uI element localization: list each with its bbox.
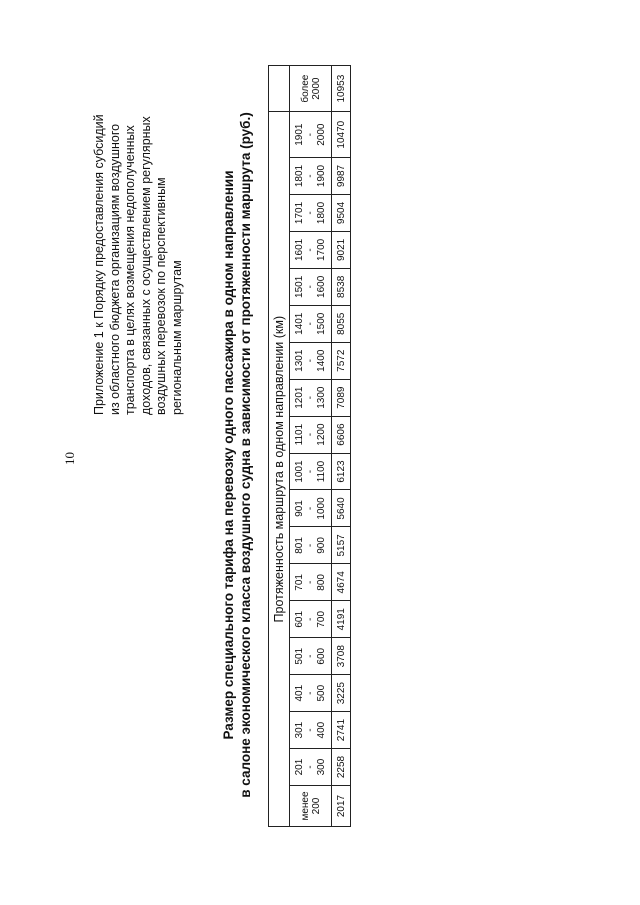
- range-part: 1901: [294, 123, 305, 146]
- appendix-note: [92, 90, 186, 415]
- range-part: -: [305, 506, 316, 511]
- range-part: -: [305, 765, 316, 769]
- range-part: 500: [316, 684, 327, 702]
- table-row: [332, 66, 351, 827]
- range-part: -: [305, 359, 316, 363]
- range-header-cell: [290, 268, 332, 305]
- tariff-value-cell: 8538: [332, 268, 351, 305]
- range-header-cell: [290, 712, 332, 749]
- tariff-value-cell: 5157: [332, 527, 351, 564]
- range-part: -: [305, 469, 316, 474]
- range-part: -: [305, 248, 316, 252]
- range-part: 1200: [316, 423, 327, 446]
- range-part: 1800: [316, 201, 327, 225]
- tariff-value-cell: 3708: [332, 638, 351, 675]
- range-part: 801: [294, 537, 305, 554]
- range-part: 1601: [294, 238, 305, 262]
- range-header-cell: [290, 66, 332, 112]
- range-header-cell: [290, 638, 332, 675]
- range-header-cell: [290, 231, 332, 268]
- range-header-cell: [290, 453, 332, 490]
- range-part: -: [305, 617, 316, 621]
- range-header-cell: [290, 601, 332, 638]
- range-part: -: [305, 580, 316, 585]
- range-header-cell: [290, 527, 332, 564]
- range-part: 1000: [316, 497, 327, 520]
- range-part: 701: [294, 574, 305, 591]
- title-line: в салоне экономического класса воздушного судна в зависимости от протяженности маршрута (руб.): [238, 112, 253, 798]
- range-part: -: [305, 728, 316, 732]
- range-part: более: [299, 74, 311, 103]
- appendix-line: воздушных перевозок по перспективным: [154, 177, 169, 415]
- range-part: 1900: [316, 164, 327, 188]
- range-part: 400: [316, 721, 327, 739]
- range-header-cell: [290, 416, 332, 453]
- range-part: -: [305, 691, 316, 695]
- range-header-cell: [290, 158, 332, 195]
- range-part: -: [305, 654, 316, 658]
- appendix-line: транспорта в целях возмещения недополученных: [123, 125, 138, 415]
- year-cell: 2017: [332, 786, 351, 827]
- range-header-cell: [290, 786, 332, 827]
- range-part: 1500: [316, 312, 327, 335]
- tariff-value-cell: 2258: [332, 749, 351, 786]
- range-part: 800: [316, 574, 327, 591]
- range-part: 301: [294, 721, 305, 739]
- appendix-line: региональным маршрутам: [169, 260, 184, 415]
- range-header-cell: [290, 342, 332, 379]
- page-number: 10: [62, 452, 77, 465]
- range-part: -: [305, 285, 316, 289]
- range-part: -: [305, 322, 316, 326]
- range-header-cell: [290, 112, 332, 158]
- range-part: -: [305, 543, 316, 548]
- range-part: 600: [316, 647, 327, 665]
- range-part: менее: [299, 791, 311, 821]
- range-header-cell: [290, 305, 332, 342]
- range-header-cell: [290, 564, 332, 601]
- range-header-cell: [290, 749, 332, 786]
- range-part: 901: [294, 500, 305, 517]
- range-part: 1400: [316, 349, 327, 372]
- tariff-value-cell: 3225: [332, 675, 351, 712]
- tariff-value-cell: 10470: [332, 112, 351, 158]
- range-part: 1100: [316, 460, 327, 483]
- range-part: 201: [294, 758, 305, 776]
- range-part: 2000: [316, 123, 327, 146]
- tariff-value-cell: 4191: [332, 601, 351, 638]
- range-part: 401: [294, 684, 305, 702]
- range-part: 501: [294, 647, 305, 665]
- tariff-value-cell: 6606: [332, 416, 351, 453]
- tariff-value-cell: 8055: [332, 305, 351, 342]
- range-part: -: [305, 432, 316, 437]
- tariff-value-cell: 2741: [332, 712, 351, 749]
- range-part: 1001: [294, 460, 305, 483]
- range-part: -: [305, 211, 316, 215]
- range-header-cell: [290, 675, 332, 712]
- tariff-value-cell: 7572: [332, 342, 351, 379]
- range-part: 1201: [294, 386, 305, 409]
- tariff-value-cell: 9987: [332, 158, 351, 195]
- document-title: [220, 75, 254, 835]
- range-part: 1801: [294, 164, 305, 188]
- range-header-row: [290, 66, 332, 827]
- range-part: 1300: [316, 386, 327, 409]
- range-part: 1600: [316, 275, 327, 298]
- tariff-value-cell: 5640: [332, 490, 351, 527]
- range-part: 900: [316, 537, 327, 554]
- range-part: 700: [316, 610, 327, 628]
- tariff-value-cell: 9021: [332, 231, 351, 268]
- range-header-cell: [290, 195, 332, 232]
- tariff-table: [268, 65, 351, 827]
- appendix-line: из областного бюджета организациям воздушного: [107, 123, 122, 415]
- range-part: -: [305, 174, 316, 178]
- range-part: 1101: [294, 423, 305, 446]
- range-part: 1401: [294, 312, 305, 335]
- range-header-cell: [290, 490, 332, 527]
- range-part: 1501: [294, 275, 305, 298]
- title-line: Размер специального тарифа на перевозку одного пассажира в одном направлении: [221, 170, 236, 740]
- range-part: 300: [316, 758, 327, 776]
- table-body: [332, 66, 351, 827]
- range-header-cell: [290, 379, 332, 416]
- tariff-value-cell: 9504: [332, 195, 351, 232]
- range-part: 601: [294, 610, 305, 628]
- tariff-value-cell: 4674: [332, 564, 351, 601]
- tariff-value-cell: 7089: [332, 379, 351, 416]
- range-part: -: [305, 395, 316, 400]
- table-caption: Протяженность маршрута в одном направлении (км): [269, 112, 290, 827]
- tariff-value-cell: 6123: [332, 453, 351, 490]
- appendix-line: доходов, связанных с осуществлением регулярных: [138, 116, 153, 415]
- appendix-line: Приложение 1 к Порядку предоставления субсидий: [92, 114, 106, 415]
- range-part: 200: [310, 797, 322, 815]
- range-part: -: [305, 133, 316, 137]
- range-part: 1301: [294, 349, 305, 372]
- range-part: 2000: [310, 77, 322, 100]
- range-part: 1700: [316, 238, 327, 262]
- range-part: 1701: [294, 201, 305, 225]
- tariff-value-cell: 10953: [332, 66, 351, 112]
